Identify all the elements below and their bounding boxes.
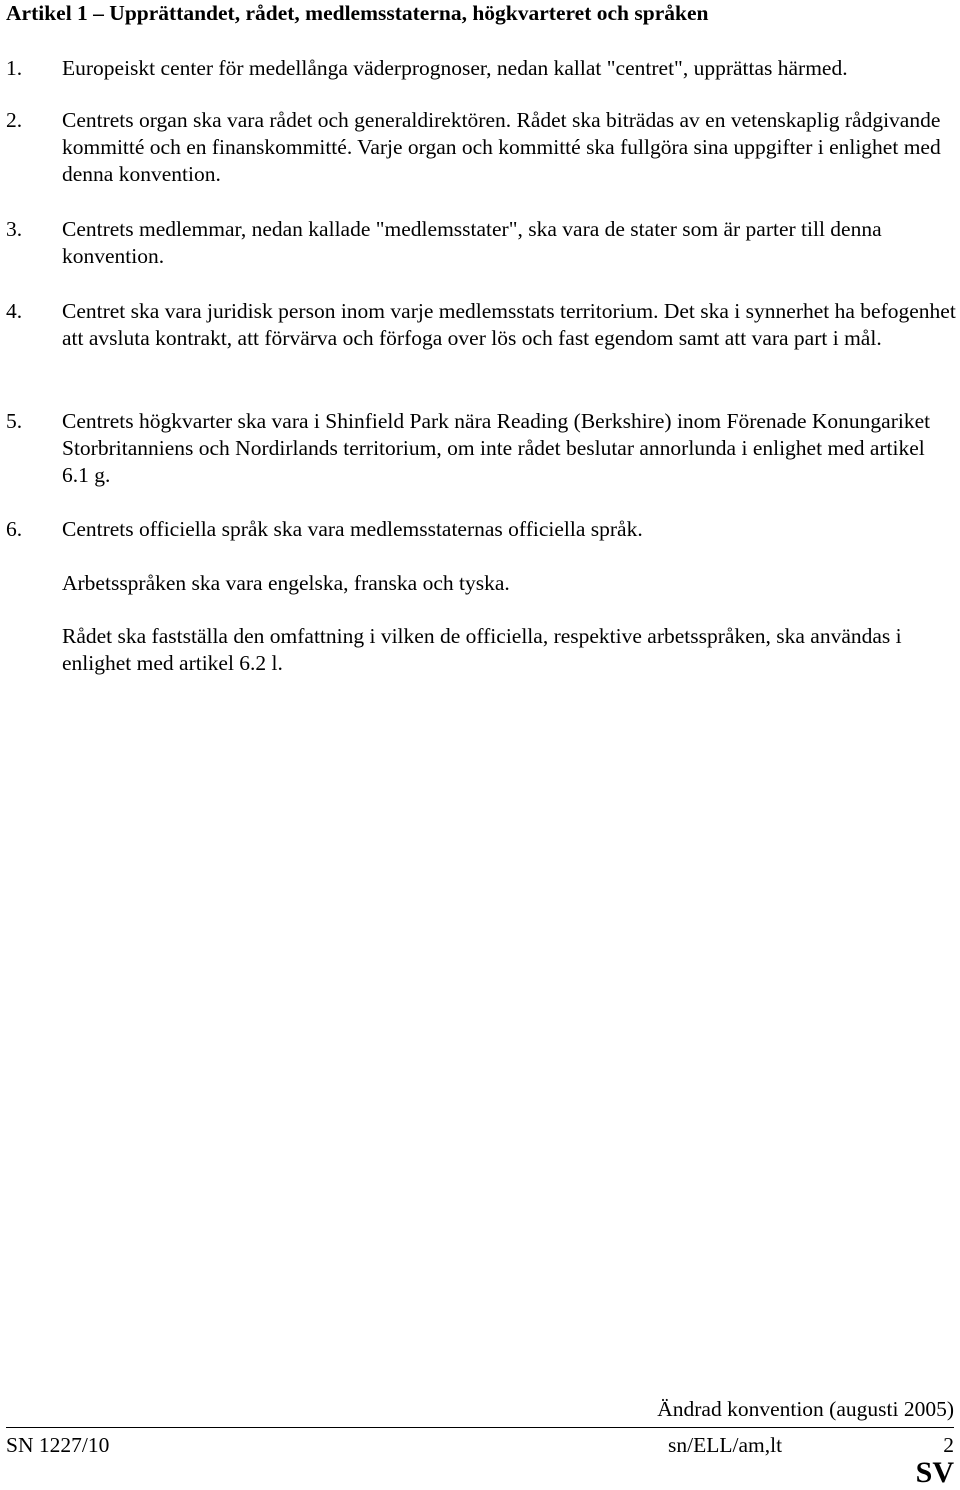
paragraph-5 xyxy=(6,408,956,489)
paragraph-text: Centrets organ ska vara rådet och generaldirektören. Rådet ska biträdas av en vetenskaplig rådgivande kommitté och en finanskommitté. Varje organ och kommitté ska fullgöra sina uppgifter i enlighet med denna konvention. xyxy=(62,108,941,186)
footer-doc-ref: SN 1227/10 xyxy=(6,1433,110,1457)
footer-divider xyxy=(6,1427,954,1428)
paragraph-number: 3. xyxy=(6,217,23,241)
footer-title: Ändrad konvention (augusti 2005) xyxy=(657,1397,954,1421)
paragraph-1 xyxy=(6,55,956,82)
paragraph-number: 6. xyxy=(6,517,23,541)
working-languages-text: Arbetsspråken ska vara engelska, franska och tyska. xyxy=(62,571,510,595)
paragraph-2 xyxy=(6,107,956,188)
paragraph-6 xyxy=(6,516,956,543)
paragraph-number: 5. xyxy=(6,409,23,433)
paragraph-text: Centrets officiella språk ska vara medlemsstaternas officiella språk. xyxy=(62,517,643,541)
paragraph-number: 1. xyxy=(6,56,23,80)
article-heading: Artikel 1 – Upprättandet, rådet, medlemsstaterna, högkvarteret och språken xyxy=(6,1,709,25)
paragraph-number: 4. xyxy=(6,299,23,323)
paragraph-text: Europeiskt center för medellånga väderprognoser, nedan kallat "centret", upprättas härmed. xyxy=(62,56,848,80)
footer-author-ref: sn/ELL/am,lt xyxy=(668,1433,783,1457)
paragraph-text: Centrets högkvarter ska vara i Shinfield Park nära Reading (Berkshire) inom Förenade Konungariket Storbritanniens och Nordirlands territorium, om inte rådet beslutar annorlunda i enlighet med artikel 6.1 g. xyxy=(62,409,931,487)
paragraph-4 xyxy=(6,298,956,352)
language-scope-text: Rådet ska fastställa den omfattning i vilken de officiella, respektive arbetsspråken, ska användas i enlighet med artikel 6.2 l. xyxy=(62,624,902,675)
paragraph-number: 2. xyxy=(6,108,23,132)
paragraph-text: Centret ska vara juridisk person inom varje medlemsstats territorium. Det ska i synnerhet ha befogenhet att avsluta kontrakt, att förvärva och förfoga over lös och fast egendom samt att vara part i mål. xyxy=(62,299,956,350)
paragraph-3 xyxy=(6,216,956,270)
language-code: SV xyxy=(915,1456,954,1489)
page-number: 2 xyxy=(943,1433,954,1457)
paragraph-text: Centrets medlemmar, nedan kallade "medlemsstater", ska vara de stater som är parter till denna konvention. xyxy=(62,217,882,268)
